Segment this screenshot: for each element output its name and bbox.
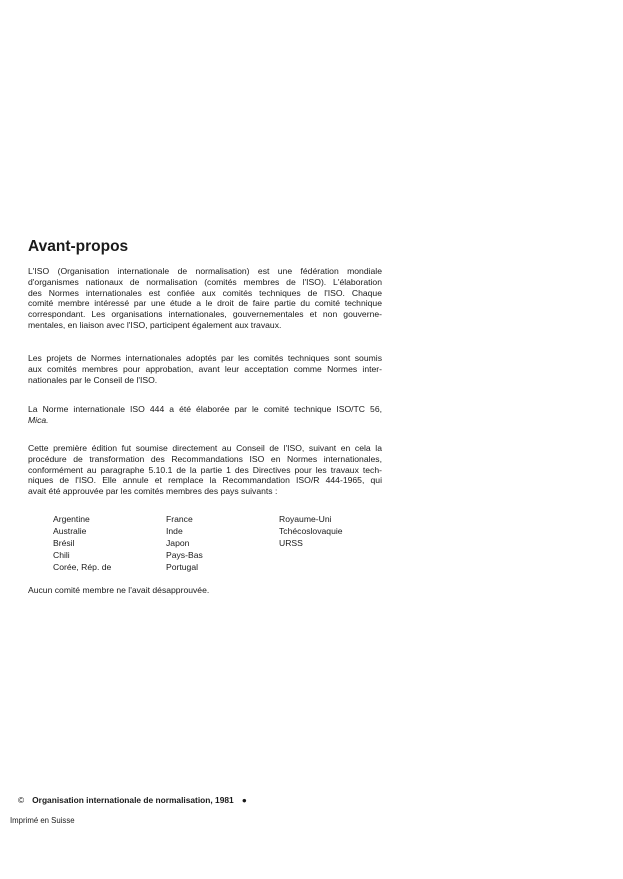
text-line: Aucun comité membre ne l'avait désapprouvée. (28, 585, 210, 595)
text-line: procédure de transformation des Recommandations ISO en Normes internationales, (28, 453, 382, 464)
country-column-3 (279, 513, 343, 549)
country: Portugal (166, 562, 199, 572)
printed-in: Imprimé en Suisse (10, 816, 75, 825)
text-line: correspondant. Les organisations internationales, gouvernementales et non gouverne- (28, 309, 382, 320)
text-line: mentales, en liaison avec l'ISO, participent également aux travaux. (28, 319, 282, 330)
country: France (166, 514, 193, 524)
country: Argentine (53, 514, 90, 524)
bullet-icon: ● (241, 795, 247, 805)
text-line: L'ISO (Organisation internationale de normalisation) est une fédération mondiale (28, 266, 382, 276)
paragraph-iso444 (28, 404, 382, 426)
text-line: d'organismes nationaux de normalisation (comités membres de l'ISO). L'élaboration (28, 276, 382, 287)
text-line: Mica. (28, 414, 49, 425)
country: Royaume-Uni (279, 514, 332, 524)
closing-statement (28, 585, 382, 596)
country: Pays-Bas (166, 550, 203, 560)
text-line: avait été approuvée par les comités membres des pays suivants : (28, 486, 278, 497)
copyright-line (18, 795, 247, 805)
text-line: comité membre intéressé par une étude a le droit de faire partie du comité technique (28, 298, 382, 309)
paragraph-drafts (28, 353, 382, 385)
text-line: niques de l'ISO. Elle annule et remplace la Recommandation ISO/R 444-1965, qui (28, 475, 382, 486)
country: Chili (53, 550, 70, 560)
country: Inde (166, 526, 183, 536)
text-line: La Norme internationale ISO 444 a été élaborée par le comité technique ISO/TC 56, (28, 404, 382, 414)
country: Australie (53, 526, 87, 536)
text-line: aux comités membres pour approbation, avant leur acceptation comme Normes inter- (28, 363, 382, 374)
country: URSS (279, 538, 303, 548)
country: Brésil (53, 538, 75, 548)
text-line: Les projets de Normes internationales adoptés par les comités techniques sont soumis (28, 353, 382, 363)
country: Corée, Rép. de (53, 562, 112, 572)
paragraph-iso-intro (28, 266, 382, 331)
text-line: nationales par le Conseil de l'ISO. (28, 374, 158, 385)
section-title: Avant-propos (28, 238, 129, 255)
country-column-1 (53, 513, 111, 573)
country-column-2 (166, 513, 203, 573)
copyright-text: Organisation internationale de normalisation, 1981 (32, 795, 234, 805)
paragraph-first-edition (28, 443, 382, 497)
country: Tchécoslovaquie (279, 526, 343, 536)
country: Japon (166, 538, 190, 548)
text-line: conformément au paragraphe 5.10.1 de la partie 1 des Directives pour les travaux tech- (28, 464, 382, 475)
text-line: des Normes internationales est confiée aux comités techniques de l'ISO. Chaque (28, 287, 382, 298)
copyright-icon: © (18, 795, 25, 805)
text-line: Cette première édition fut soumise directement au Conseil de l'ISO, suivant en cela la (28, 443, 382, 453)
